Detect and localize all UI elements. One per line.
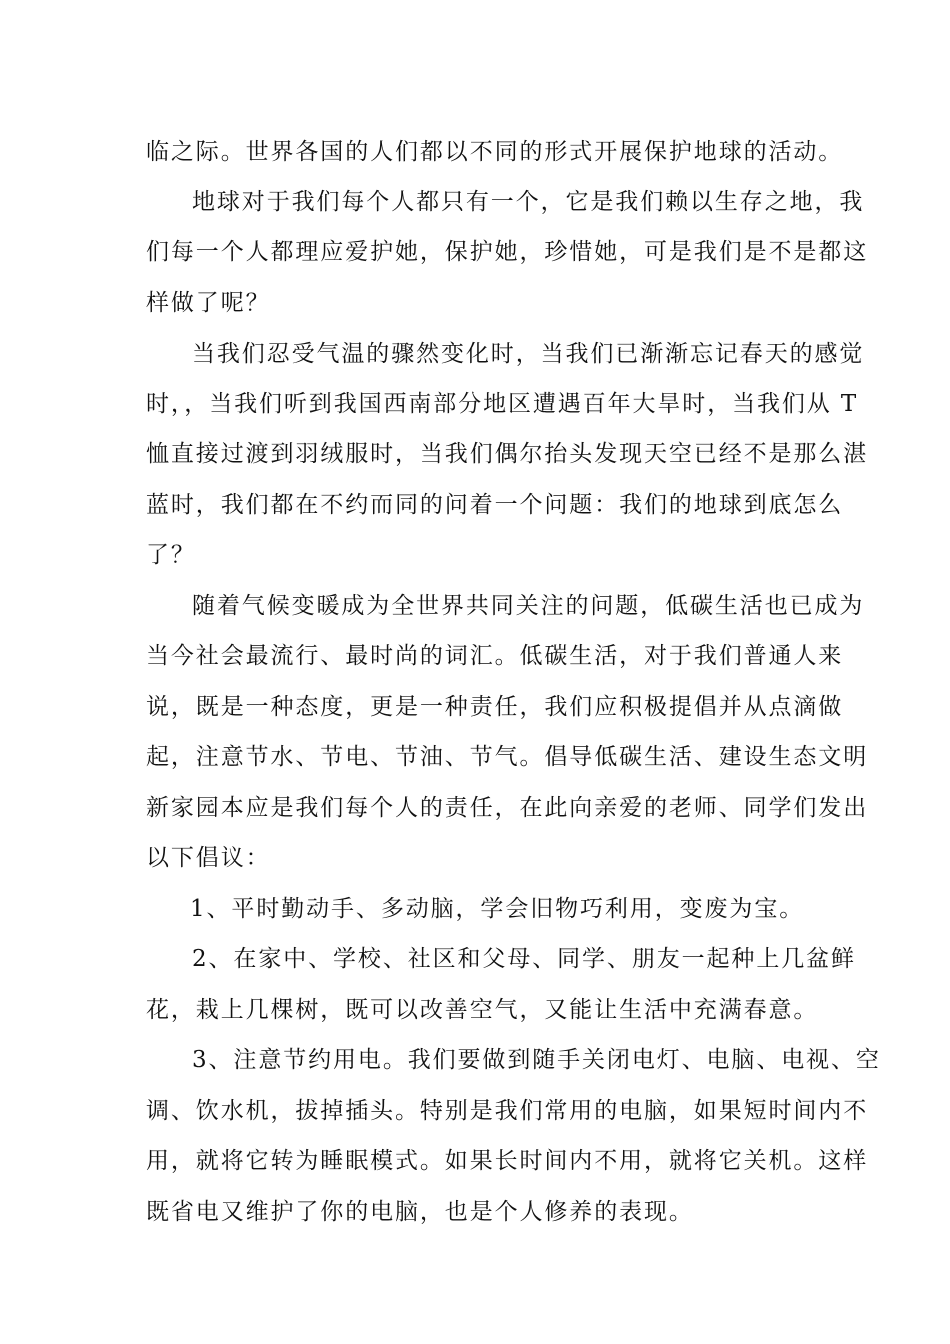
list-item: 1、平时勤动手、多动脑，学会旧物巧利用，变废为宝。: [190, 896, 805, 922]
text-line: 随着气候变暖成为全世界共同关注的问题，低碳生活也已成为: [192, 593, 865, 619]
list-item: 3、注意节约用电。我们要做到随手关闭电灯、电脑、电视、空: [192, 1047, 881, 1073]
text-line: 当我们忍受气温的骤然变化时，当我们已渐渐忘记春天的感觉: [192, 341, 865, 367]
text-line: 了？: [146, 542, 196, 568]
text-line: 们每一个人都理应爱护她，保护她，珍惜她，可是我们是不是都这: [146, 239, 869, 265]
text-line: 起，注意节水、节电、节油、节气。倡导低碳生活、建设生态文明: [146, 744, 869, 770]
text-line: 说，既是一种态度，更是一种责任，我们应积极提倡并从点滴做: [146, 694, 844, 720]
text-line: 以下倡议：: [146, 845, 271, 871]
text-line: 花，栽上几棵树，既可以改善空气，又能让生活中充满春意。: [146, 997, 819, 1023]
text-line: 新家园本应是我们每个人的责任，在此向亲爱的老师、同学们发出: [146, 795, 869, 821]
text-line: 调、饮水机，拔掉插头。特别是我们常用的电脑，如果短时间内不: [146, 1098, 869, 1124]
text-line: 蓝时，我们都在不约而同的问着一个问题：我们的地球到底怎么: [146, 492, 844, 518]
text-line: 地球对于我们每个人都只有一个，它是我们赖以生存之地，我: [192, 189, 865, 215]
text-line: 临之际。世界各国的人们都以不同的形式开展保护地球的活动。: [146, 139, 844, 165]
text-line: 当今社会最流行、最时尚的词汇。低碳生活，对于我们普通人来: [146, 643, 844, 669]
text-line: 用，就将它转为睡眠模式。如果长时间内不用，就将它关机。这样: [146, 1148, 869, 1174]
text-line: 恤直接过渡到羽绒服时，当我们偶尔抬头发现天空已经不是那么湛: [146, 441, 869, 467]
text-line: 既省电又维护了你的电脑，也是个人修养的表现。: [146, 1199, 694, 1225]
text-line: 时，，当我们听到我国西南部分地区遭遇百年大旱时，当我们从 T: [146, 391, 859, 417]
list-item: 2、在家中、学校、社区和父母、同学、朋友一起种上几盆鲜: [192, 946, 856, 972]
text-line: 样做了呢？: [146, 290, 271, 316]
